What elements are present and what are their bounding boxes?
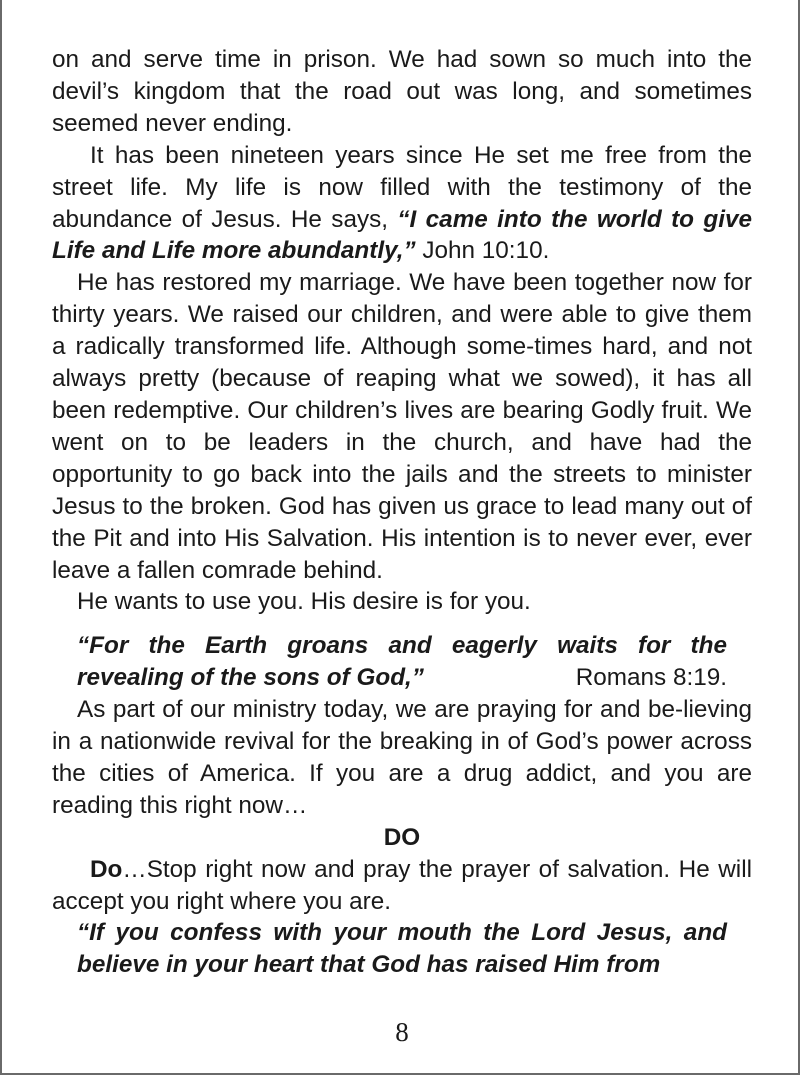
- paragraph-ministry: As part of our ministry today, we are praying for and be-lieving in a nationwide revival for the breaking in of God’s power across the cities of America. If you are a drug addict, and you are reading this right now…: [52, 696, 752, 819]
- scripture-quote-john: “I came into the world to give Life and Life more abundantly,”: [52, 205, 752, 265]
- paragraph-do-text: …Stop right now and pray the prayer of salvation. He will accept you right where you are.: [52, 855, 752, 915]
- paragraph-do-bold: Do: [90, 855, 123, 883]
- page-number: 8: [395, 1017, 409, 1047]
- scripture-quote-romans-line2: [77, 662, 727, 694]
- paragraph-prison: on and serve time in prison. We had sown so much into the devil’s kingdom that the road out was long, and sometimes seemed never ending.: [52, 46, 752, 137]
- paragraph-do: [52, 854, 752, 918]
- paragraph-wants-to-use-you: He wants to use you. His desire is for you.: [77, 588, 531, 616]
- paragraph-restored-marriage: He has restored my marriage. We have been together now for thirty years. We raised our children, and were able to give them a radically transformed life. Although some-times hard, and not always pretty (because of reaping what we sowed), it has all been redemptive. Our children’s lives are bearing Godly fruit. We went on to be leaders in the church, and have had the opportunity to go back into the jails and the streets to minister Jesus to the broken. God has given us grace to lead many out of the Pit and into His Salvation. His intention is to never ever, ever leave a fallen comrade behind.: [52, 269, 752, 584]
- scripture-quote-romans: [52, 630, 752, 694]
- heading-do: DO: [383, 823, 421, 851]
- body-text: [52, 44, 752, 981]
- scripture-reference-romans: Romans 8:19.: [575, 664, 727, 692]
- scripture-quote-romans-line1: “For the Earth groans and eagerly waits for the: [77, 632, 727, 660]
- scripture-quote-confess: “If you confess with your mouth the Lord Jesus, and believe in your heart that God has raised Him from: [77, 919, 727, 979]
- scripture-reference-john: John 10:10.: [415, 237, 550, 265]
- paragraph-nineteen-years-text: It has been nineteen years since He set me free from the street life. My life is now filled with the testimony of the abundance of Jesus. He says,: [52, 141, 752, 233]
- scripture-quote-romans-text: revealing of the sons of God,”: [77, 664, 424, 692]
- paragraph-nineteen-years: [52, 140, 752, 268]
